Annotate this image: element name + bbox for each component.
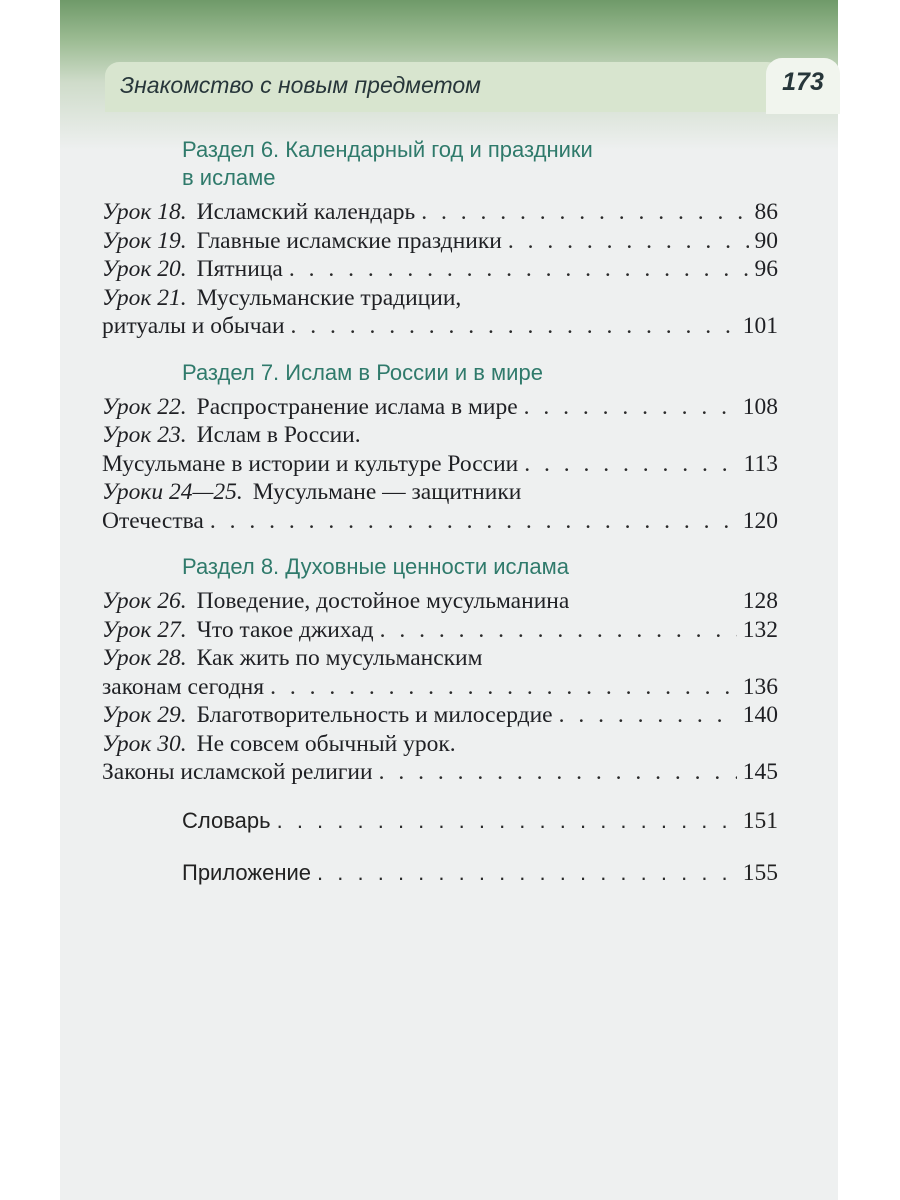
dot-leader	[524, 450, 737, 479]
lesson-title: Поведение, достойное мусульманина	[196, 588, 570, 614]
toc-entry-lesson-18[interactable]	[102, 198, 778, 227]
lesson-title: Как жить по мусульманским	[196, 645, 483, 671]
toc-entry-lesson-27[interactable]	[102, 616, 778, 645]
lesson-title: Что такое джихад	[196, 616, 374, 643]
glossary-label: Словарь	[182, 807, 271, 833]
lesson-number: Урок 28.	[102, 645, 187, 671]
lesson-number: Урок 29.	[102, 702, 187, 728]
toc-entry-lessons-24-25[interactable]	[102, 478, 778, 535]
lesson-title: Не совсем обычный урок.	[196, 730, 456, 757]
lesson-number: Урок 21.	[102, 284, 187, 311]
dot-leader	[291, 312, 737, 341]
lesson-number: Урок 30.	[102, 730, 187, 757]
toc-entry-lesson-29[interactable]	[102, 701, 778, 730]
lesson-title-cont: Мусульмане в истории и культуре России	[102, 450, 519, 477]
lesson-number: Урок 27.	[102, 616, 187, 643]
dot-leader	[421, 198, 748, 227]
page-ref: 136	[742, 673, 778, 700]
lesson-number: Урок 22.	[102, 393, 187, 420]
page-number: 173	[782, 68, 824, 96]
section-8-title: Раздел 8. Духовные ценности ислама	[182, 554, 569, 579]
toc-entry-lesson-21[interactable]	[102, 284, 778, 341]
page-ref: 132	[742, 616, 778, 643]
page-ref: 90	[754, 227, 778, 254]
page-ref: 113	[743, 450, 778, 477]
lesson-number: Урок 23.	[102, 422, 187, 448]
toc-entry-lesson-30[interactable]	[102, 730, 778, 787]
dot-leader	[508, 227, 749, 256]
section-6-title-line-2: в исламе	[182, 165, 276, 190]
section-6-heading	[182, 136, 778, 192]
lesson-title: Ислам в России.	[196, 422, 361, 448]
page-ref: 151	[742, 807, 778, 834]
page-ref: 128	[742, 588, 778, 614]
page-ref: 155	[742, 859, 778, 886]
dot-leader	[317, 859, 737, 887]
dot-leader	[277, 807, 737, 835]
lesson-number: Урок 19.	[102, 227, 187, 254]
lesson-title: Пятница	[196, 256, 283, 282]
page-ref: 120	[742, 507, 778, 534]
section-6-title-line-1: Раздел 6. Календарный год и праздники	[182, 137, 593, 162]
section-7-heading	[182, 359, 778, 387]
page-ref: 86	[754, 199, 778, 225]
table-of-contents	[102, 136, 778, 887]
toc-entry-glossary[interactable]	[182, 807, 778, 835]
lesson-number: Урок 26.	[102, 588, 187, 614]
page-ref: 108	[742, 393, 778, 420]
section-8-heading	[182, 553, 778, 581]
lesson-title: Главные исламские праздники	[196, 227, 502, 254]
dot-leader	[559, 701, 737, 730]
toc-entry-lesson-28[interactable]	[102, 644, 778, 701]
lesson-title: Распространение ислама в мире	[196, 393, 518, 420]
dot-leader	[380, 616, 737, 645]
lesson-title: Мусульманские традиции,	[196, 284, 462, 311]
dot-leader	[270, 673, 737, 702]
page-ref: 101	[742, 313, 778, 339]
lesson-number: Урок 20.	[102, 256, 187, 282]
toc-entry-appendix[interactable]	[182, 859, 778, 887]
lesson-number: Уроки 24—25.	[102, 479, 243, 505]
dot-leader	[210, 507, 737, 536]
lesson-title-cont: законам сегодня	[102, 673, 265, 700]
lesson-title: Благотворительность и милосердие	[196, 702, 553, 728]
page-ref: 96	[754, 256, 778, 282]
toc-entry-lesson-19[interactable]	[102, 227, 778, 256]
lesson-title: Исламский календарь	[196, 199, 416, 225]
page-number-tab	[766, 58, 840, 114]
toc-entry-lesson-23[interactable]	[102, 421, 778, 478]
page-ref: 140	[742, 702, 778, 728]
lesson-title-cont: Отечества	[102, 507, 204, 534]
header-title: Знакомство с новым предметом	[120, 72, 481, 98]
section-7-title: Раздел 7. Ислам в России и в мире	[182, 359, 543, 385]
lesson-number: Урок 18.	[102, 199, 187, 225]
toc-entry-lesson-22[interactable]	[102, 393, 778, 422]
lesson-title-cont: ритуалы и обычаи	[102, 313, 285, 339]
appendix-label: Приложение	[182, 859, 312, 885]
page-ref: 145	[742, 759, 778, 785]
dot-leader	[379, 758, 737, 787]
lesson-title-cont: Законы исламской религии	[102, 759, 373, 785]
toc-entry-lesson-20[interactable]	[102, 255, 778, 284]
toc-entry-lesson-26[interactable]	[102, 587, 778, 616]
dot-leader	[524, 393, 737, 422]
lesson-title: Мусульмане — защитники	[252, 479, 522, 505]
dot-leader	[289, 255, 749, 284]
